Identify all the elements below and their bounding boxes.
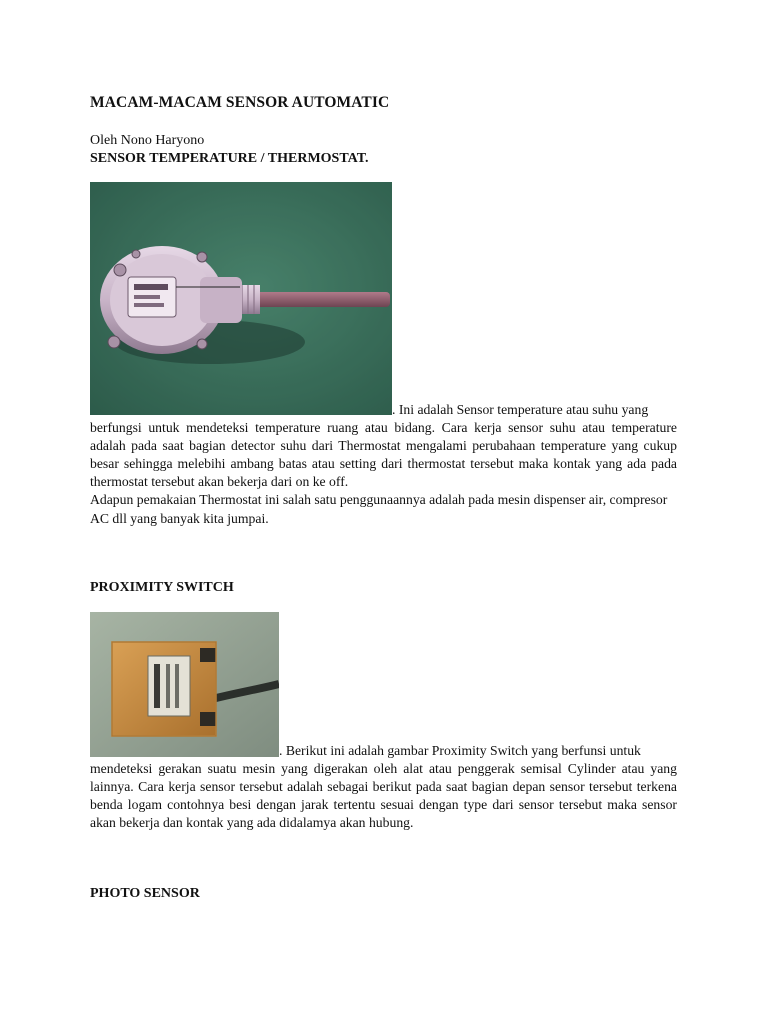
thermostat-description-body: berfungsi untuk mendeteksi temperature ruang atau bidang. Cara kerja sensor suhu atau temperature adalah pada saat bagian detector suhu dari Thermostat mengalami perubahaan temperature yang cukup besar sehingga melebihi ambang batas atau setting dari thermostat tersebut maka kontak yang ada pada thermostat tersebut akan bekerja dari on ke off. (90, 420, 677, 490)
proximity-description (90, 742, 677, 832)
proximity-switch-photo (90, 612, 279, 757)
thermostat-usage-paragraph: Adapun pemakaian Thermostat ini salah satu penggunaannya adalah pada mesin dispenser air, compresor AC dll yang banyak kita jumpai. (90, 492, 668, 526)
thermostat-photo (90, 182, 392, 415)
proximity-description-body: mendeteksi gerakan suatu mesin yang digerakan oleh alat atau penggerak semisal Cylinder atau yang lainnya. Cara kerja sensor tersebut adalah sebagai berikut pada saat bagian depan sensor tersebut terkena benda logam contohnya besi dengan jarak tertentu sesuai dengan type dari sensor tersebut maka sensor akan bekerja dan kontak yang ada didalamya akan hubung. (90, 761, 677, 831)
section-heading-proximity: PROXIMITY SWITCH (90, 580, 234, 595)
document-title: MACAM-MACAM SENSOR AUTOMATIC (90, 94, 390, 111)
section-heading-photo-sensor: PHOTO SENSOR (90, 886, 200, 901)
section-heading-thermostat: SENSOR TEMPERATURE / THERMOSTAT. (90, 151, 369, 166)
author-line: Oleh Nono Haryono (90, 133, 205, 148)
proximity-description-lead: . Berikut ini adalah gambar Proximity Switch yang berfunsi untuk (279, 743, 641, 758)
thermostat-description-lead: . Ini adalah Sensor temperature atau suhu yang (392, 402, 649, 417)
thermostat-description (90, 401, 677, 528)
